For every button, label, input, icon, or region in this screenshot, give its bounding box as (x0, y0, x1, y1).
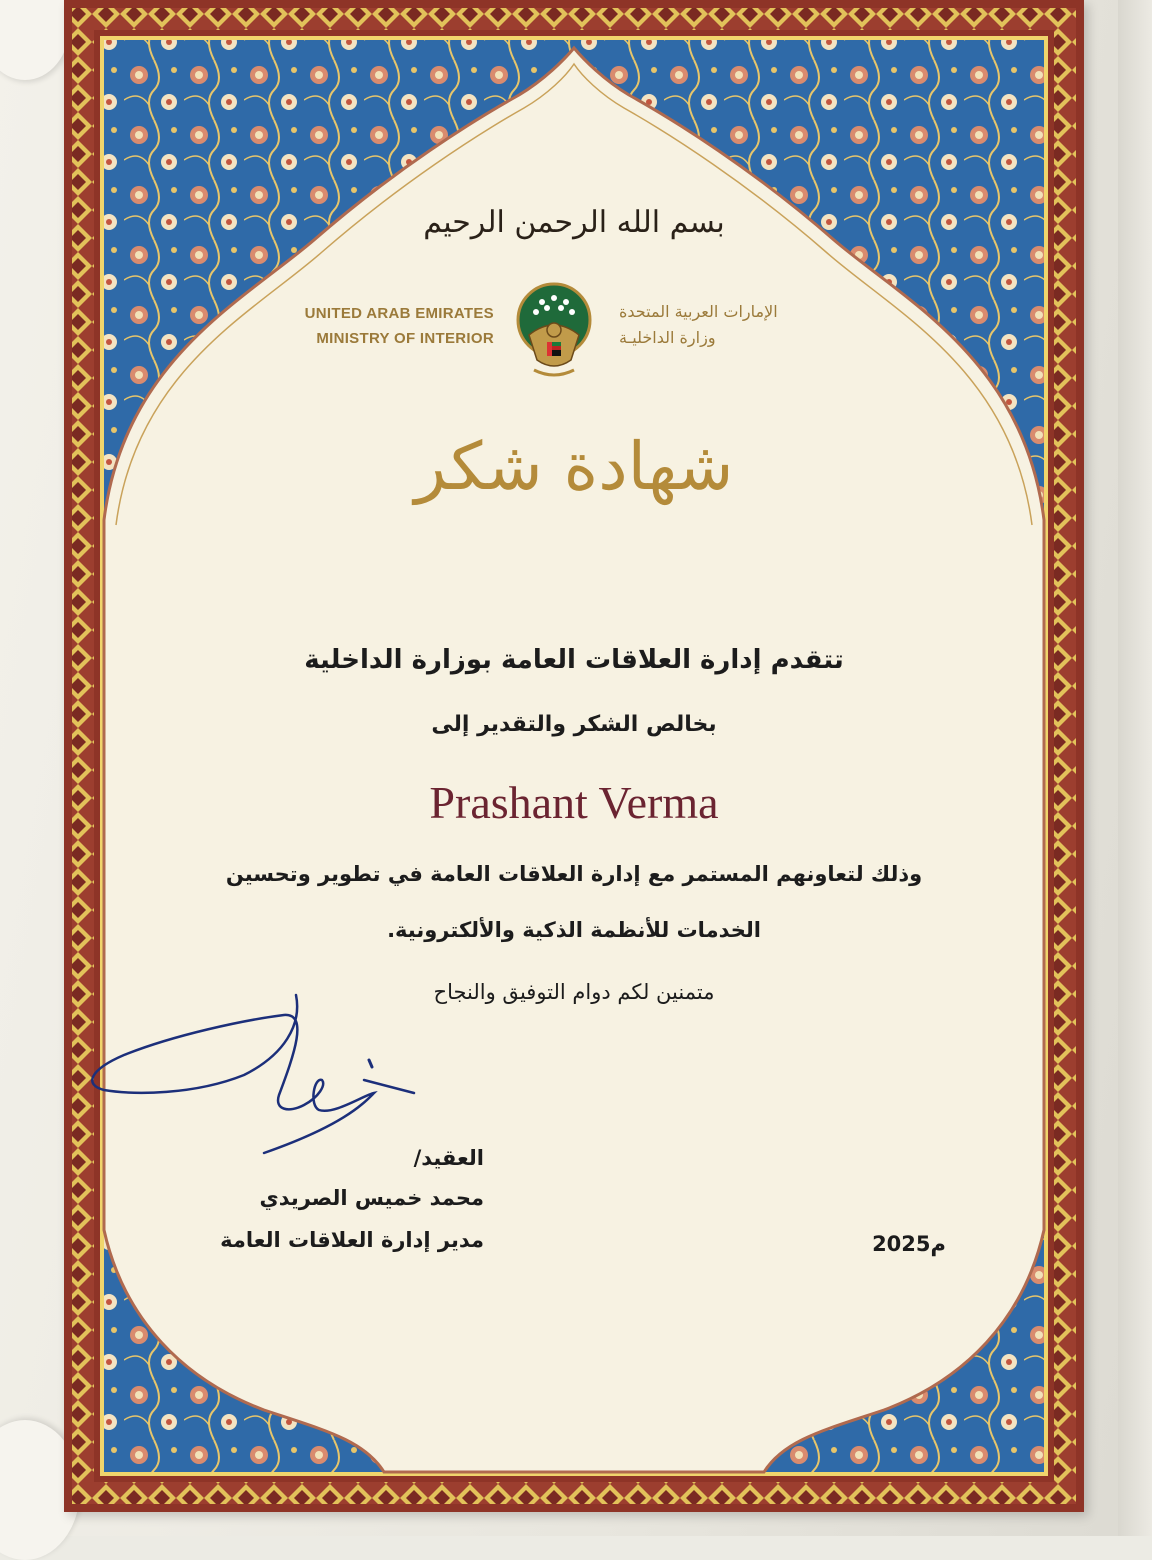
signatory-name: محمد خميس الصريدي (259, 1186, 484, 1210)
org-name-ar-line1: الإمارات العربية المتحدة (619, 302, 778, 321)
signatory-title: العقيد/ (413, 1146, 484, 1170)
org-name-en-line2: MINISTRY OF INTERIOR (316, 330, 494, 347)
certificate-year: 2025م (872, 1232, 946, 1256)
org-name-en-line1: UNITED ARAB EMIRATES (304, 305, 494, 322)
org-name-ar-line2: وزارة الداخليـة (619, 328, 716, 347)
certificate-content (64, 0, 1084, 1512)
signatory-role: مدير إدارة العلاقات العامة (220, 1228, 484, 1252)
uae-falcon-emblem-icon (509, 280, 599, 385)
basmala-calligraphy: بسم الله الرحمن الرحيم (423, 205, 725, 240)
recipient-name: Prashant Verma (429, 777, 719, 828)
handwritten-signature (64, 985, 484, 1165)
body-line-5: متمنين لكم دوام التوفيق والنجاح (433, 980, 715, 1004)
body-line-2: بخالص الشكر والتقدير إلى (431, 712, 717, 737)
body-line-3: وذلك لتعاونهم المستمر مع إدارة العلاقات العامة في تطوير وتحسين (225, 862, 923, 886)
certificate (64, 0, 1084, 1512)
folder-edge (1118, 0, 1152, 1536)
body-line-4: الخدمات للأنظمة الذكية والألكترونية. (387, 918, 761, 942)
body-line-1: تتقدم إدارة العلاقات العامة بوزارة الداخلية (304, 645, 844, 675)
certificate-title: شهادة شكر (414, 428, 734, 505)
